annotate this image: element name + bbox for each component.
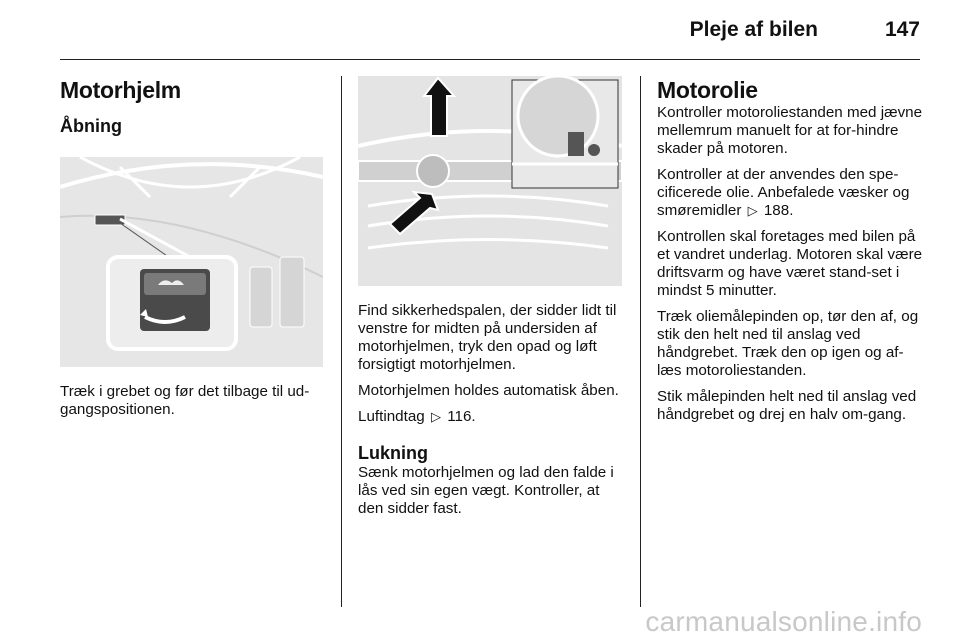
air-intake-page-ref[interactable]: 116. bbox=[447, 408, 476, 425]
column-right bbox=[657, 76, 925, 432]
column-left bbox=[60, 76, 325, 427]
closing-instruction-text: Sænk motorhjelmen og lad den falde i lås ved sin egen vægt. Kontroller, at den sidder fast. bbox=[358, 464, 614, 517]
footer-watermark: carmanualsonline.info bbox=[645, 606, 922, 637]
section-heading-motorolie: Motorolie bbox=[657, 77, 758, 103]
safety-catch-instruction: Find sikkerhedspalen, der sidder lidt til venstre for midten på undersiden af motorhjelmen, tryk den opad og løft forsigtigt motorhjelmen. bbox=[358, 302, 617, 373]
oil-check-conditions: Kontrollen skal foretages med bilen på et vandret underlag. Motoren skal være driftsvarm og have været stand-set i mindst 5 minutter. bbox=[657, 228, 923, 299]
page-number: 147 bbox=[884, 18, 920, 41]
oil-spec-page-ref[interactable]: 188. bbox=[763, 202, 794, 219]
air-intake-reference bbox=[358, 408, 624, 426]
hood-release-lever-illustration bbox=[60, 157, 323, 367]
subheading-opening: Åbning bbox=[60, 116, 122, 136]
safety-catch-illustration bbox=[358, 76, 622, 286]
column-divider-2 bbox=[640, 76, 641, 607]
dipstick-instruction: Træk oliemålepinden op, tør den af, og stik den helt ned til anslag ved håndgrebet. Træk den op igen og af-læs motoroliestanden. bbox=[657, 308, 919, 379]
reference-arrow-icon: ▷ bbox=[430, 409, 441, 424]
oil-check-intro: Kontroller motoroliestanden med jævne mellemrum manuelt for at for-hindre skader på motoren. bbox=[657, 104, 923, 157]
column-divider-1 bbox=[341, 76, 342, 607]
dipstick-reinsert-instruction: Stik målepinden helt ned til anslag ved håndgrebet og drej en halv om-gang. bbox=[657, 388, 917, 423]
section-heading-motorhjelm: Motorhjelm bbox=[60, 77, 181, 103]
header-rule bbox=[60, 59, 920, 60]
subheading-closing: Lukning bbox=[358, 443, 428, 463]
opening-instruction-text: Træk i grebet og før det tilbage til ud-gangspositionen. bbox=[60, 383, 310, 418]
hood-held-open-text: Motorhjelmen holdes automatisk åben. bbox=[358, 382, 619, 399]
column-middle bbox=[358, 76, 624, 526]
header-title: Pleje af bilen bbox=[689, 18, 818, 41]
air-intake-label: Luftindtag bbox=[358, 408, 425, 425]
oil-spec-text bbox=[657, 166, 925, 220]
oil-spec-body: Kontroller at der anvendes den spe-cificerede olie. Anbefalede væsker og smøremidler bbox=[657, 166, 910, 219]
reference-arrow-icon: ▷ bbox=[747, 203, 758, 218]
